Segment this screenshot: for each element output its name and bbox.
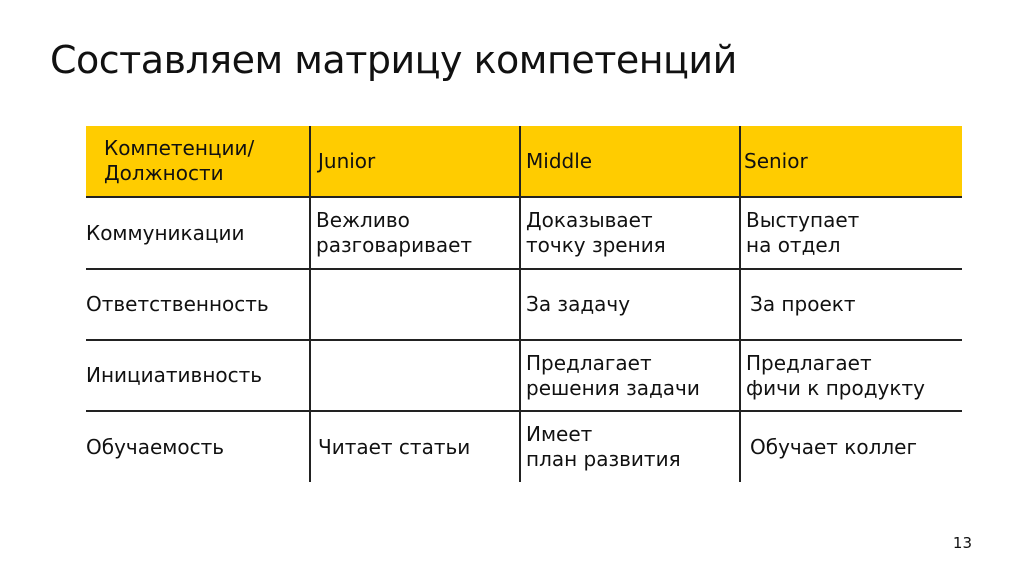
header-junior: Junior bbox=[318, 148, 376, 173]
header-senior: Senior bbox=[744, 148, 808, 173]
row-label-initiative: Инициативность bbox=[86, 363, 263, 387]
cell-text: Выступает bbox=[746, 208, 860, 232]
cell-learnability-middle bbox=[526, 412, 736, 482]
cell-text: Предлагает bbox=[526, 350, 652, 375]
header-corner-line1: Компетенции/ bbox=[104, 136, 255, 160]
cell-initiative-middle bbox=[526, 341, 736, 410]
cell-initiative-senior bbox=[746, 341, 960, 410]
cell-text: разговаривает bbox=[316, 233, 473, 257]
competency-matrix-table bbox=[86, 126, 962, 482]
cell-communication-middle bbox=[526, 198, 736, 268]
cell-text: на отдел bbox=[746, 233, 841, 257]
header-corner-cell bbox=[104, 126, 304, 196]
cell-responsibility-senior: За проект bbox=[750, 292, 856, 316]
cell-text: решения задачи bbox=[526, 375, 700, 400]
row-label-responsibility: Ответственность bbox=[86, 292, 269, 316]
cell-responsibility-middle: За задачу bbox=[526, 292, 631, 316]
column-divider bbox=[519, 126, 521, 482]
cell-text: Доказывает bbox=[526, 208, 653, 232]
column-divider bbox=[309, 126, 311, 482]
row-label-communication: Коммуникации bbox=[86, 220, 245, 245]
column-divider bbox=[739, 126, 741, 482]
cell-text: план развития bbox=[526, 447, 681, 471]
cell-text: фичи к продукту bbox=[746, 375, 925, 400]
cell-text: точку зрения bbox=[526, 233, 666, 257]
cell-text: Имеет bbox=[526, 422, 593, 446]
header-middle: Middle bbox=[526, 148, 593, 173]
cell-learnability-junior: Читает статьи bbox=[318, 434, 471, 459]
header-corner-line2: Должности bbox=[104, 161, 224, 185]
cell-learnability-senior: Обучает коллег bbox=[750, 434, 917, 459]
cell-text: Предлагает bbox=[746, 350, 872, 375]
cell-communication-senior bbox=[746, 198, 960, 268]
cell-communication-junior bbox=[316, 198, 516, 268]
page-number: 13 bbox=[952, 534, 972, 552]
cell-text: Вежливо bbox=[316, 208, 410, 232]
slide-title: Составляем матрицу компетенций bbox=[50, 38, 737, 82]
row-label-learnability: Обучаемость bbox=[86, 434, 225, 459]
